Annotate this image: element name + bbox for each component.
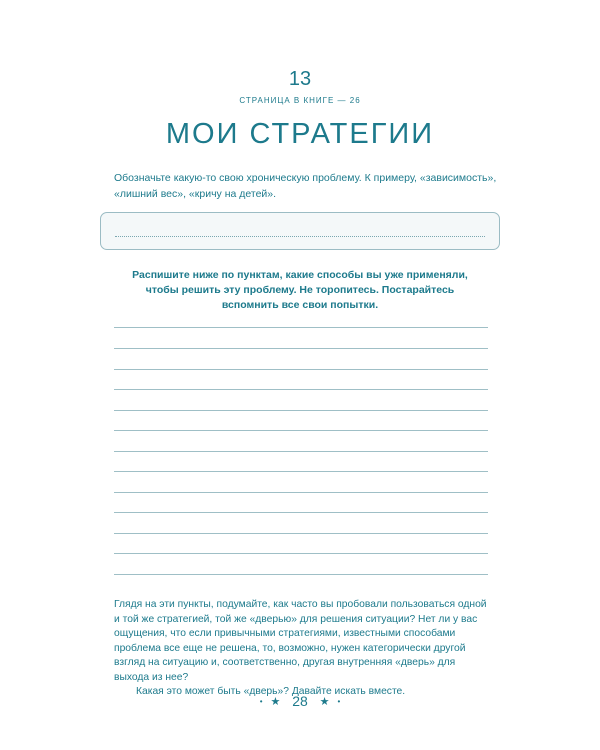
writing-line[interactable]	[114, 492, 488, 493]
writing-line[interactable]	[114, 512, 488, 513]
writing-line[interactable]	[114, 533, 488, 534]
writing-line[interactable]	[114, 348, 488, 349]
star-icon: ★	[270, 695, 281, 708]
star-icon: ★	[319, 695, 330, 708]
answer-dotted-line	[115, 236, 485, 237]
intro-text: Обозначьте какую-то свою хроническую проблему. К примеру, «зависимость», «лишний вес», «кричу на детей».	[114, 172, 497, 200]
writing-line[interactable]	[114, 327, 488, 328]
dot-icon: •	[259, 696, 263, 706]
writing-line[interactable]	[114, 410, 488, 411]
instruction-text: Распишите ниже по пунктам, какие способы вы уже применяли, чтобы решить эту проблему. Не торопитесь. Постарайтесь вспомнить все свои попытки.	[132, 269, 468, 311]
dot-icon: •	[337, 696, 341, 706]
problem-answer-field[interactable]	[100, 212, 500, 250]
reflection-paragraph: Глядя на эти пункты, подумайте, как часто вы пробовали пользоваться одной и той же стратегией, той же «дверью» для решения ситуации? Нет ли у вас ощущения, что если привычными стратегиями, известными способами проблема все еще не решена, то, возможно, нужен категорически другой взгляд на ситуацию и, соответственно, другая внутренняя «дверь» для выхода из нее?	[114, 599, 487, 683]
writing-line[interactable]	[114, 574, 488, 575]
writing-line[interactable]	[114, 430, 488, 431]
page-footer	[0, 692, 600, 709]
reflection-closing: Какая это может быть «дверь»? Давайте искать вместе.	[136, 686, 406, 697]
writing-line[interactable]	[114, 389, 488, 390]
writing-line[interactable]	[114, 471, 488, 472]
writing-line[interactable]	[114, 451, 488, 452]
writing-line[interactable]	[114, 369, 488, 370]
book-page-reference: СТРАНИЦА В КНИГЕ — 26	[239, 96, 361, 105]
chapter-number: 13	[288, 68, 312, 90]
writing-line[interactable]	[114, 553, 488, 554]
page-number: 28	[292, 693, 308, 710]
reflection-text	[114, 598, 492, 700]
page-title: МОИ СТРАТЕГИИ	[165, 118, 435, 150]
